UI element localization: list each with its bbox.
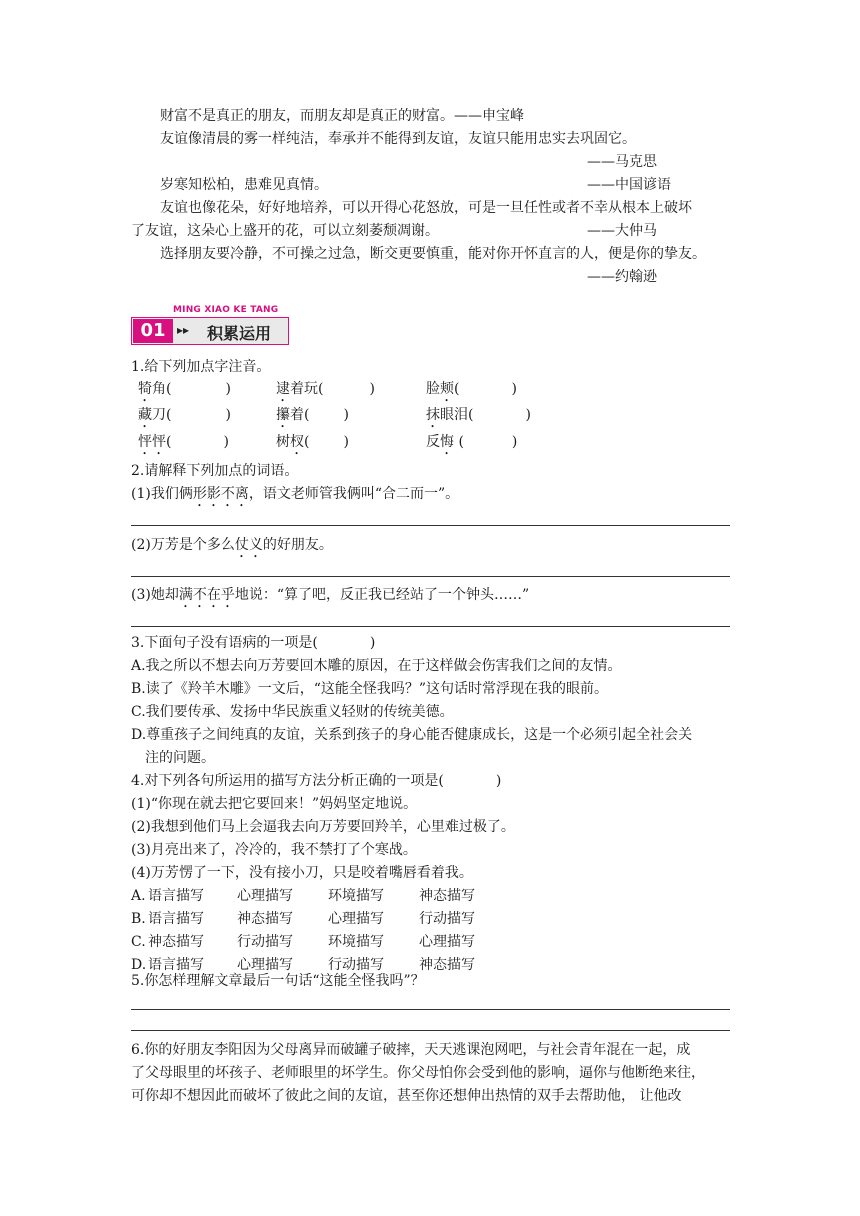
answer-line[interactable] [131,525,730,526]
q5-title: 5.你怎样理解文章最后一句话“这能全怪我吗”？ [131,973,425,989]
option-letter: B. [131,911,146,927]
q2-item-1 [131,484,459,510]
option-cell: 环境描写 [328,934,384,950]
option-cell: 心理描写 [328,911,384,927]
option-letter: C. [131,934,146,950]
option-cell: 语言描写 [148,888,204,904]
q1-item-text: ( [454,381,460,397]
dotted-char: 杈 [290,434,304,450]
option-cell: 神态描写 [419,957,475,973]
option-cell: 神态描写 [148,934,204,950]
q2-item-text: 地说：“算了吧，反正我已经站了一个钟头……” [234,587,530,603]
option-cell: 语言描写 [148,957,204,973]
option-cell: 神态描写 [237,911,293,927]
q1-item-2 [276,379,375,405]
q1-item-text: 角( [152,381,172,397]
q1-item-1 [138,379,231,405]
q2-item-3 [131,585,529,611]
q2-item-text: (2)万芳是个多么 [131,537,235,553]
q1-item-text: ( [454,434,464,450]
q4-sentence-2: (2)我想到他们马上会逼我去向万芳要回羚羊，心里难过极了。 [131,819,515,835]
dotted-char: 抹 [426,407,440,423]
q1-item-text: 反 [426,434,440,450]
dotted-word: 满不在乎 [178,587,235,603]
quote-3: 岁寒知松柏，患难见真情。 [160,177,328,193]
q3-title-close: ) [369,635,376,651]
q4-option-a [131,886,475,906]
q3-option-c: C.我们要传承、发扬中华民族重义轻财的传统美德。 [131,704,454,720]
q4-sentence-3: (3)月亮出来了，冷冷的，我不禁打了个寒战。 [131,842,417,858]
q1-item-close: ) [511,434,518,450]
option-letter: D. [131,957,147,973]
q2-title: 2.请解释下列加点的词语。 [131,463,299,479]
q1-item-5 [276,405,349,431]
q1-item-text: 刀( [152,407,172,423]
dotted-char: 藏 [138,407,152,423]
dotted-word: 形影不离 [192,486,249,502]
quote-4-author: ——大仲马 [587,223,657,239]
quote-2-author: ——马克思 [587,154,657,170]
q4-sentence-1: (1)“你现在就去把它要回来！”妈妈坚定地说。 [131,796,418,812]
answer-line[interactable] [131,1030,730,1031]
q1-item-close: ) [225,407,231,423]
q4-title-text: 4.对下列各句所运用的描写方法分析正确的一项是( [131,773,444,789]
option-cell: 行动描写 [328,957,384,973]
quote-1: 财富不是真正的朋友，而朋友却是真正的财富。——申宝峰 [160,108,524,124]
q1-item-text: 着玩( [290,381,324,397]
option-cell: 神态描写 [419,888,475,904]
q3-title [131,633,375,653]
q2-item-text: 的好朋友。 [262,537,333,553]
q1-title: 1.给下列加点字注音。 [131,359,271,375]
answer-line[interactable] [131,626,730,627]
q3-option-d-cont: 注的问题。 [145,750,215,766]
dotted-char: 颊 [440,381,454,397]
q2-item-text: (3)她却 [131,587,179,603]
quote-5-author: ——约翰逊 [587,269,657,285]
q1-item-text: 脸 [426,381,440,397]
dotted-char: 攥 [276,407,290,423]
q3-title-text: 3.下面句子没有语病的一项是( [131,635,318,651]
q1-item-close: ) [343,407,349,423]
q4-title-close: ) [495,773,502,789]
answer-line[interactable] [131,1009,730,1010]
dotted-char: 犄 [138,381,152,397]
q1-item-6 [426,405,531,431]
q1-item-8 [276,432,349,458]
q6-line-2: 了父母眼里的坏孩子、老师眼里的坏学生。你父母怕你会受到他的影响，逼你与他断绝来往， [131,1065,705,1081]
q4-title [131,771,501,791]
option-cell: 语言描写 [148,911,204,927]
q1-item-3 [426,379,517,405]
q4-sentence-4: (4)万芳愣了一下，没有接小刀，只是咬着嘴唇看着我。 [131,865,473,881]
dotted-char: 怦怦 [138,434,166,450]
quote-2: 友谊像清晨的雾一样纯洁，奉承并不能得到友谊，友谊只能用忠实去巩固它。 [160,131,636,147]
q1-item-close: ) [525,407,531,423]
q1-item-9 [426,432,517,458]
q1-item-close: ) [511,381,517,397]
q6-line-3: 可你却不想因此而破坏了彼此之间的友谊，甚至你还想伸出热情的双手去帮助他， 让他改 [131,1088,682,1104]
q1-item-text: 树 [276,434,290,450]
q1-item-close: ) [343,434,349,450]
quote-4-line2: 了友谊，这朵心上盛开的花，可以立刻萎颓凋谢。 [131,223,439,239]
q2-item-text: (1)我们俩 [131,486,193,502]
q3-option-d: D.尊重孩子之间纯真的友谊，关系到孩子的身心能否健康成长，这是一个必须引起全社会关 [131,727,693,743]
quote-4-line1: 友谊也像花朵，好好地培养，可以开得心花怒放，可是一旦任性或者不幸从根本上破坏 [160,200,692,216]
answer-line[interactable] [131,576,730,577]
option-cell: 心理描写 [419,934,475,950]
q2-item-2 [131,535,333,561]
option-letter: A. [131,888,146,904]
banner-label: 积累运用 [207,324,272,343]
q1-item-close: ) [369,381,375,397]
q1-item-7 [138,432,229,458]
section-banner [131,305,291,345]
q2-item-text: ，语文老师管我俩叫“合二而一”。 [248,486,460,502]
q4-option-b [131,909,475,929]
quote-3-author: ——中国谚语 [587,177,671,193]
dotted-char: 逮 [276,381,290,397]
option-cell: 心理描写 [237,957,293,973]
q1-item-text: ( [304,434,310,450]
option-cell: 心理描写 [237,888,293,904]
q1-item-text: 着( [290,407,310,423]
q6-line-1: 6.你的好朋友李阳因为父母离异而破罐子破摔，天天逃课泡网吧，与社会青年混在一起，成 [131,1042,691,1058]
q1-item-text: ( [166,434,172,450]
q1-item-4 [138,405,231,431]
option-cell: 行动描写 [419,911,475,927]
q1-item-text: 眼泪( [440,407,474,423]
banner-number: 01 [133,319,173,343]
q3-option-a: A.我之所以不想去向万芳要回木雕的原因，在于这样做会伤害我们之间的友情。 [131,658,622,674]
quote-5: 选择朋友要冷静，不可操之过急，断交更要慎重，能对你开怀直言的人，便是你的挚友。 [160,246,706,262]
banner-top-text: MING XIAO KE TANG [173,305,279,315]
q1-item-close: ) [223,434,229,450]
q1-item-close: ) [225,381,231,397]
double-arrow-icon: ▸▸ [177,323,190,337]
q4-option-c [131,932,475,952]
option-cell: 行动描写 [237,934,293,950]
dotted-word: 仗义 [234,537,263,553]
option-cell: 环境描写 [328,888,384,904]
q3-option-b: B.读了《羚羊木雕》一文后，“这能全怪我吗？”这句话时常浮现在我的眼前。 [131,681,609,697]
dotted-char: 悔 [440,434,454,450]
